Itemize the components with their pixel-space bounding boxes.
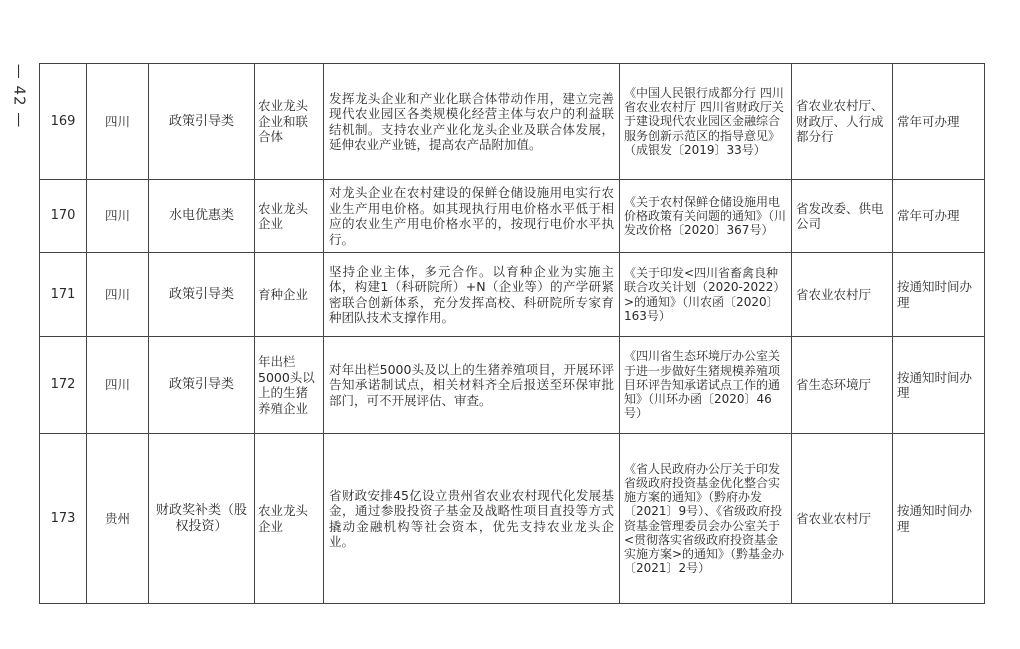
- timing-cell: 常年可办理: [893, 180, 985, 253]
- region-cell: 贵州: [87, 434, 149, 604]
- page-number: [6, 58, 32, 134]
- table-row: [40, 337, 985, 434]
- table-row: [40, 64, 985, 180]
- document-cell: 《关于农村保鲜仓储设施用电价格政策有关问题的通知》（川发改价格〔2020〕367号）: [620, 180, 792, 253]
- timing-cell: 按通知时间办理: [893, 253, 985, 337]
- document-cell: 《四川省生态环境厅办公室关于进一步做好生猪规模养殖项目环评告知承诺试点工作的通知》（川环办函〔2020〕46号）: [620, 337, 792, 434]
- department-cell: 省农业农村厅、财政厅、人行成都分行: [792, 64, 893, 180]
- content-cell: 对龙头企业在农村建设的保鲜仓储设施用电实行农业生产用电价格。如其现执行用电价格水平低于相应的农业生产用电价格水平的，按现行电价水平执行。: [324, 180, 620, 253]
- content-cell: 坚持企业主体，多元合作。以育种企业为实施主体，构建1（科研院所）+N（企业等）的产学研紧密联合创新体系，充分发挥高校、科研院所专家育种团队技术支撑作用。: [324, 253, 620, 337]
- document-cell: 《中国人民银行成都分行 四川省农业农村厅 四川省财政厅关于建设现代农业园区金融综合服务创新示范区的指导意见》（成银发〔2019〕33号）: [620, 64, 792, 180]
- target-cell: 育种企业: [255, 253, 324, 337]
- category-cell: 政策引导类: [149, 253, 255, 337]
- policy-table: [39, 63, 985, 604]
- table-row: [40, 253, 985, 337]
- timing-cell: 按通知时间办理: [893, 434, 985, 604]
- timing-cell: 常年可办理: [893, 64, 985, 180]
- region-cell: 四川: [87, 180, 149, 253]
- row-number: 172: [40, 337, 87, 434]
- target-cell: 年出栏5000头以上的生猪养殖企业: [255, 337, 324, 434]
- timing-cell: 按通知时间办理: [893, 337, 985, 434]
- department-cell: 省发改委、供电公司: [792, 180, 893, 253]
- category-cell: 政策引导类: [149, 337, 255, 434]
- page-number-text: — 42 —: [10, 63, 28, 129]
- content-cell: 省财政安排45亿设立贵州省农业农村现代化发展基金，通过参股投资子基金及战略性项目直投等方式撬动金融机构等社会资本，优先支持农业龙头企业。: [324, 434, 620, 604]
- table-row: [40, 180, 985, 253]
- category-cell: 政策引导类: [149, 64, 255, 180]
- region-cell: 四川: [87, 253, 149, 337]
- row-number: 173: [40, 434, 87, 604]
- row-number: 170: [40, 180, 87, 253]
- table-row: [40, 434, 985, 604]
- region-cell: 四川: [87, 64, 149, 180]
- target-cell: 农业龙头企业: [255, 434, 324, 604]
- department-cell: 省生态环境厅: [792, 337, 893, 434]
- content-cell: 对年出栏5000头及以上的生猪养殖项目，开展环评告知承诺制试点，相关材料齐全后报送至环保审批部门，可不开展评估、审查。: [324, 337, 620, 434]
- category-cell: 水电优惠类: [149, 180, 255, 253]
- row-number: 171: [40, 253, 87, 337]
- department-cell: 省农业农村厅: [792, 253, 893, 337]
- document-cell: 《关于印发<四川省畜禽良种联合攻关计划（2020-2022）>的通知》（川农函〔2020〕163号）: [620, 253, 792, 337]
- category-cell: 财政奖补类（股权投资）: [149, 434, 255, 604]
- document-cell: 《省人民政府办公厅关于印发省级政府投资基金优化整合实施方案的通知》（黔府办发〔2021〕9号）、《省级政府投资基金管理委员会办公室关于<贯彻落实省级政府投资基金实施方案>的通知》（黔基金办〔2021〕2号）: [620, 434, 792, 604]
- row-number: 169: [40, 64, 87, 180]
- content-cell: 发挥龙头企业和产业化联合体带动作用，建立完善现代农业园区各类规模化经营主体与农户的利益联结机制。支持农业产业化龙头企业及联合体发展，延伸农业产业链，提高农产品附加值。: [324, 64, 620, 180]
- target-cell: 农业龙头企业和联合体: [255, 64, 324, 180]
- region-cell: 四川: [87, 337, 149, 434]
- department-cell: 省农业农村厅: [792, 434, 893, 604]
- target-cell: 农业龙头企业: [255, 180, 324, 253]
